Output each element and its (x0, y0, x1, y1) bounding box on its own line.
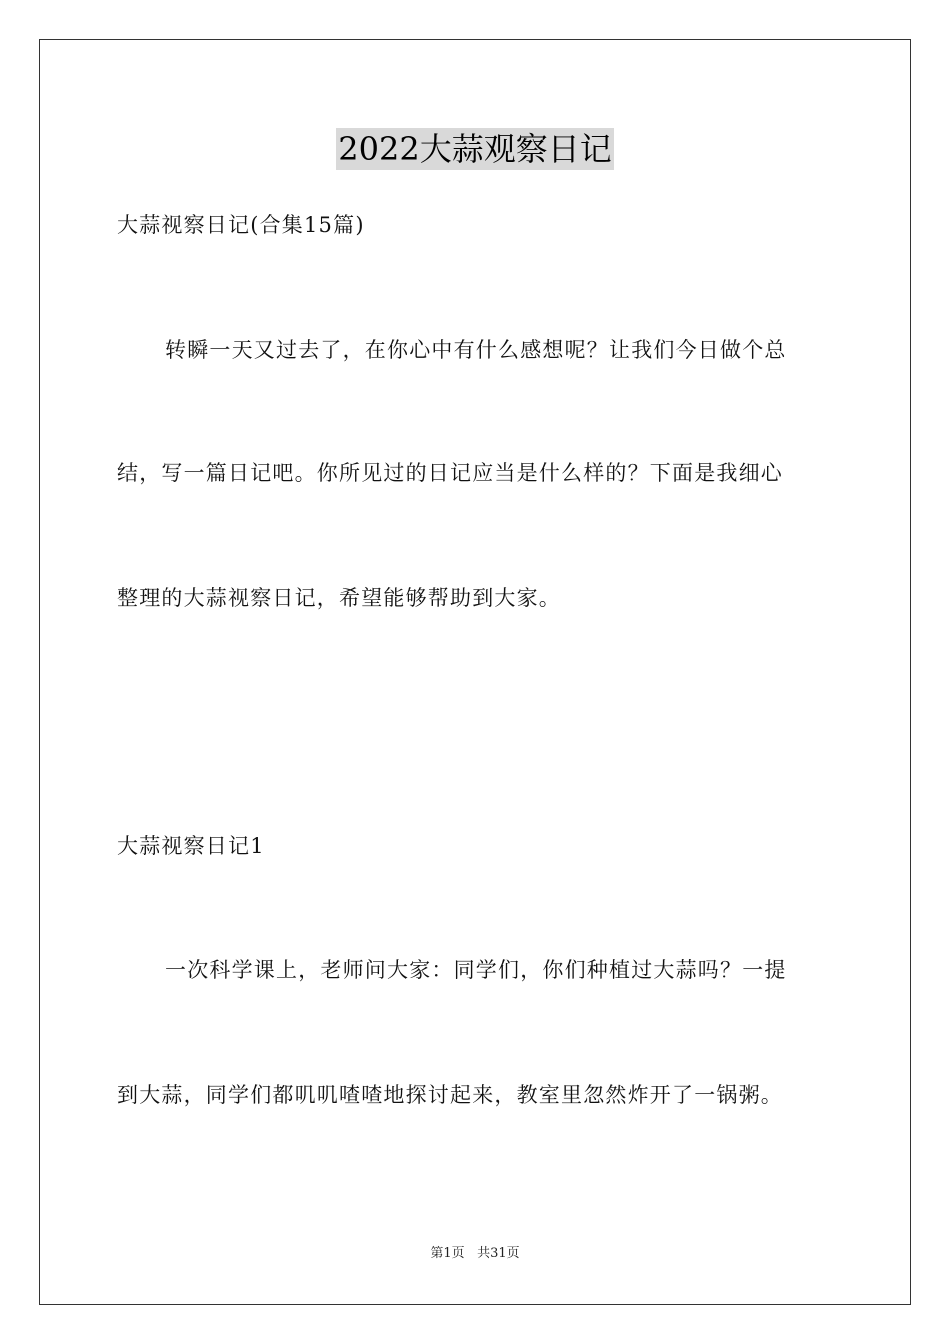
section-paragraph-line-2: 到大蒜，同学们都叽叽喳喳地探讨起来，教室里忽然炸开了一锅粥。 (117, 1083, 783, 1107)
page-number: 第1页 (430, 1246, 465, 1261)
section-paragraph-line-1: 一次科学课上，老师问大家：同学们，你们种植过大蒜吗？一提 (165, 958, 787, 982)
section-heading: 大蒜视察日记1 (117, 834, 265, 858)
page-total: 共31页 (477, 1246, 520, 1261)
document-subtitle: 大蒜视察日记(合集15篇) (117, 213, 365, 237)
title-container (0, 128, 950, 170)
intro-paragraph-line-2: 结，写一篇日记吧。你所见过的日记应当是什么样的？下面是我细心 (117, 461, 783, 485)
intro-paragraph-line-3: 整理的大蒜视察日记，希望能够帮助到大家。 (117, 586, 561, 610)
document-title: 2022大蒜观察日记 (338, 130, 612, 168)
intro-paragraph-line-1: 转瞬一天又过去了，在你心中有什么感想呢？让我们今日做个总 (165, 338, 787, 362)
page-footer (0, 1245, 950, 1263)
